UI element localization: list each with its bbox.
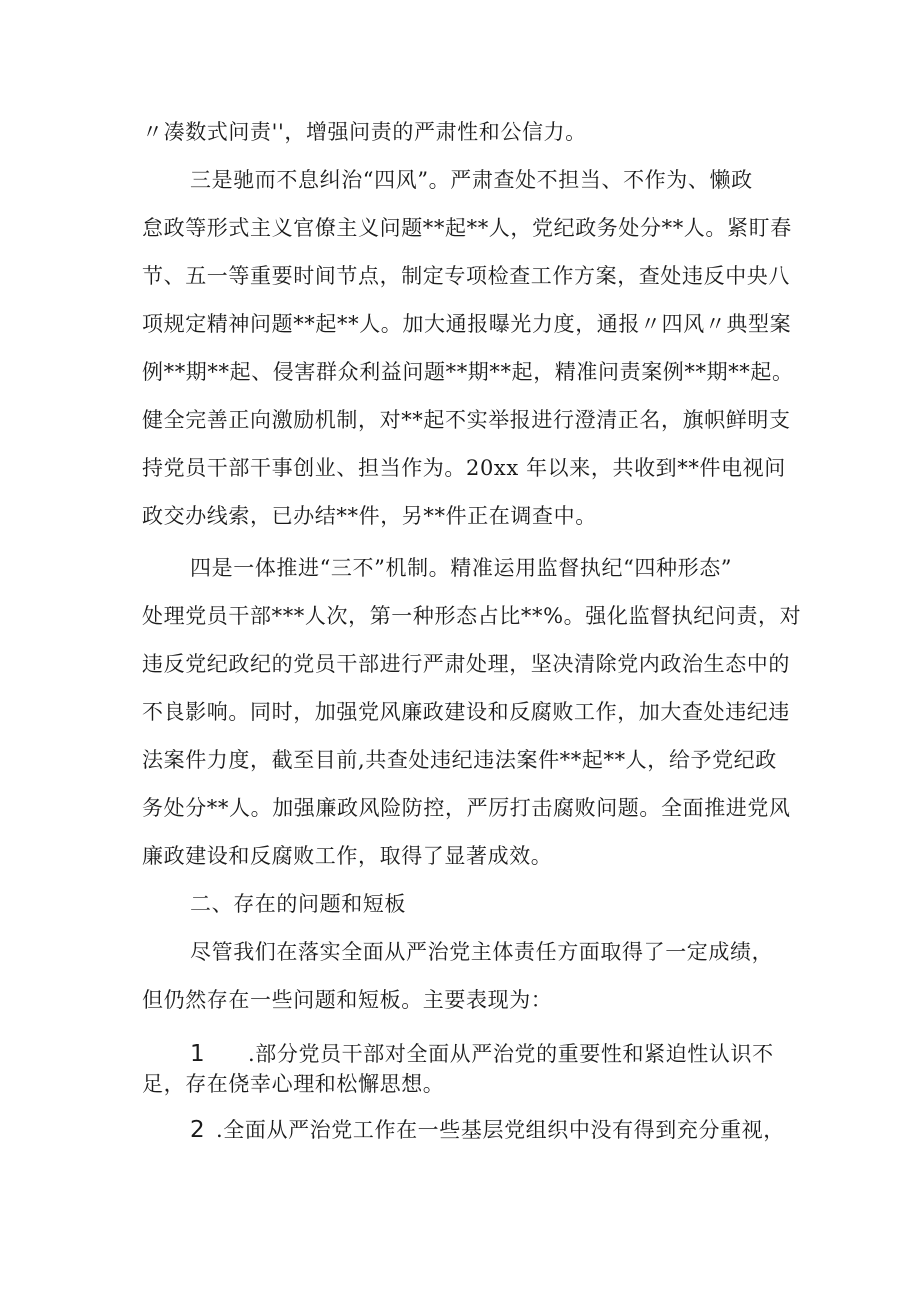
text-line: 尽管我们在落实全面从严治党主体责任方面取得了一定成绩， [190, 940, 774, 964]
text-line: 务处分**人。加强廉政风险防控，严厉打击腐败问题。全面推进党风 [142, 796, 791, 820]
text-line: 违反党纪政纪的党员干部进行严肃处理，坚决清除党内政治生态中的 [142, 652, 790, 676]
list-item-text: .全面从严治党工作在一些基层党组织中没有得到充分重视， [216, 1118, 785, 1142]
text-line: 怠政等形式主义官僚主义问题**起**人，党纪政务处分**人。紧盯春 [142, 216, 792, 240]
text-line: 不良影响。同时，加强党风廉政建设和反腐败工作，加大查处违纪违 [142, 700, 790, 724]
text-line: 节、五一等重要时间节点，制定专项检查工作方案，查处违反中央八 [142, 264, 790, 288]
list-item-number: 1 [190, 1041, 206, 1067]
list-item [190, 1116, 785, 1144]
text-line: 但仍然存在一些问题和短板。主要表现为： [142, 988, 553, 1012]
text-line: 持党员干部干事创业、担当作为。20xx 年以来，共收到**件电视问 [142, 456, 786, 480]
text-line: 健全完善正向激励机制，对**起不实举报进行澄清正名，旗帜鲜明支 [142, 408, 791, 432]
section-heading: 二、存在的问题和短板 [190, 892, 406, 916]
text-line: 四是一体推进“三不”机制。精准运用监督执纪“四种形态” [190, 556, 733, 580]
list-item [190, 1040, 774, 1068]
text-line: 处理党员干部***人次，第一种形态占比**%。强化监督执纪问责，对 [142, 604, 802, 628]
list-item-number: 2 [190, 1117, 206, 1143]
text-line: 例**期**起、侵害群众利益问题**期**起，精准问责案例**期**起。 [142, 360, 794, 384]
text-line: 项规定精神问题**起**人。加大通报曝光力度，通报〃四风〃典型案 [142, 312, 792, 336]
list-item-text: .部分党员干部对全面从严治党的重要性和紧迫性认识不 [248, 1042, 774, 1066]
text-line: 政交办线索，已办结**件，另**件正在调查中。 [142, 504, 597, 528]
text-line: 廉政建设和反腐败工作，取得了显著成效。 [142, 844, 553, 868]
text-line: 三是驰而不息纠治“四风”。严肃查处不担当、不作为、懒政 [190, 168, 753, 192]
text-line: 法案件力度，截至目前,共查处违纪违法案件**起**人，给予党纪政 [142, 748, 777, 772]
text-line: 〃凑数式问责''，增强问责的严肃性和公信力。 [142, 120, 587, 144]
text-line: 足，存在侥幸心理和松懈思想。 [142, 1072, 445, 1096]
